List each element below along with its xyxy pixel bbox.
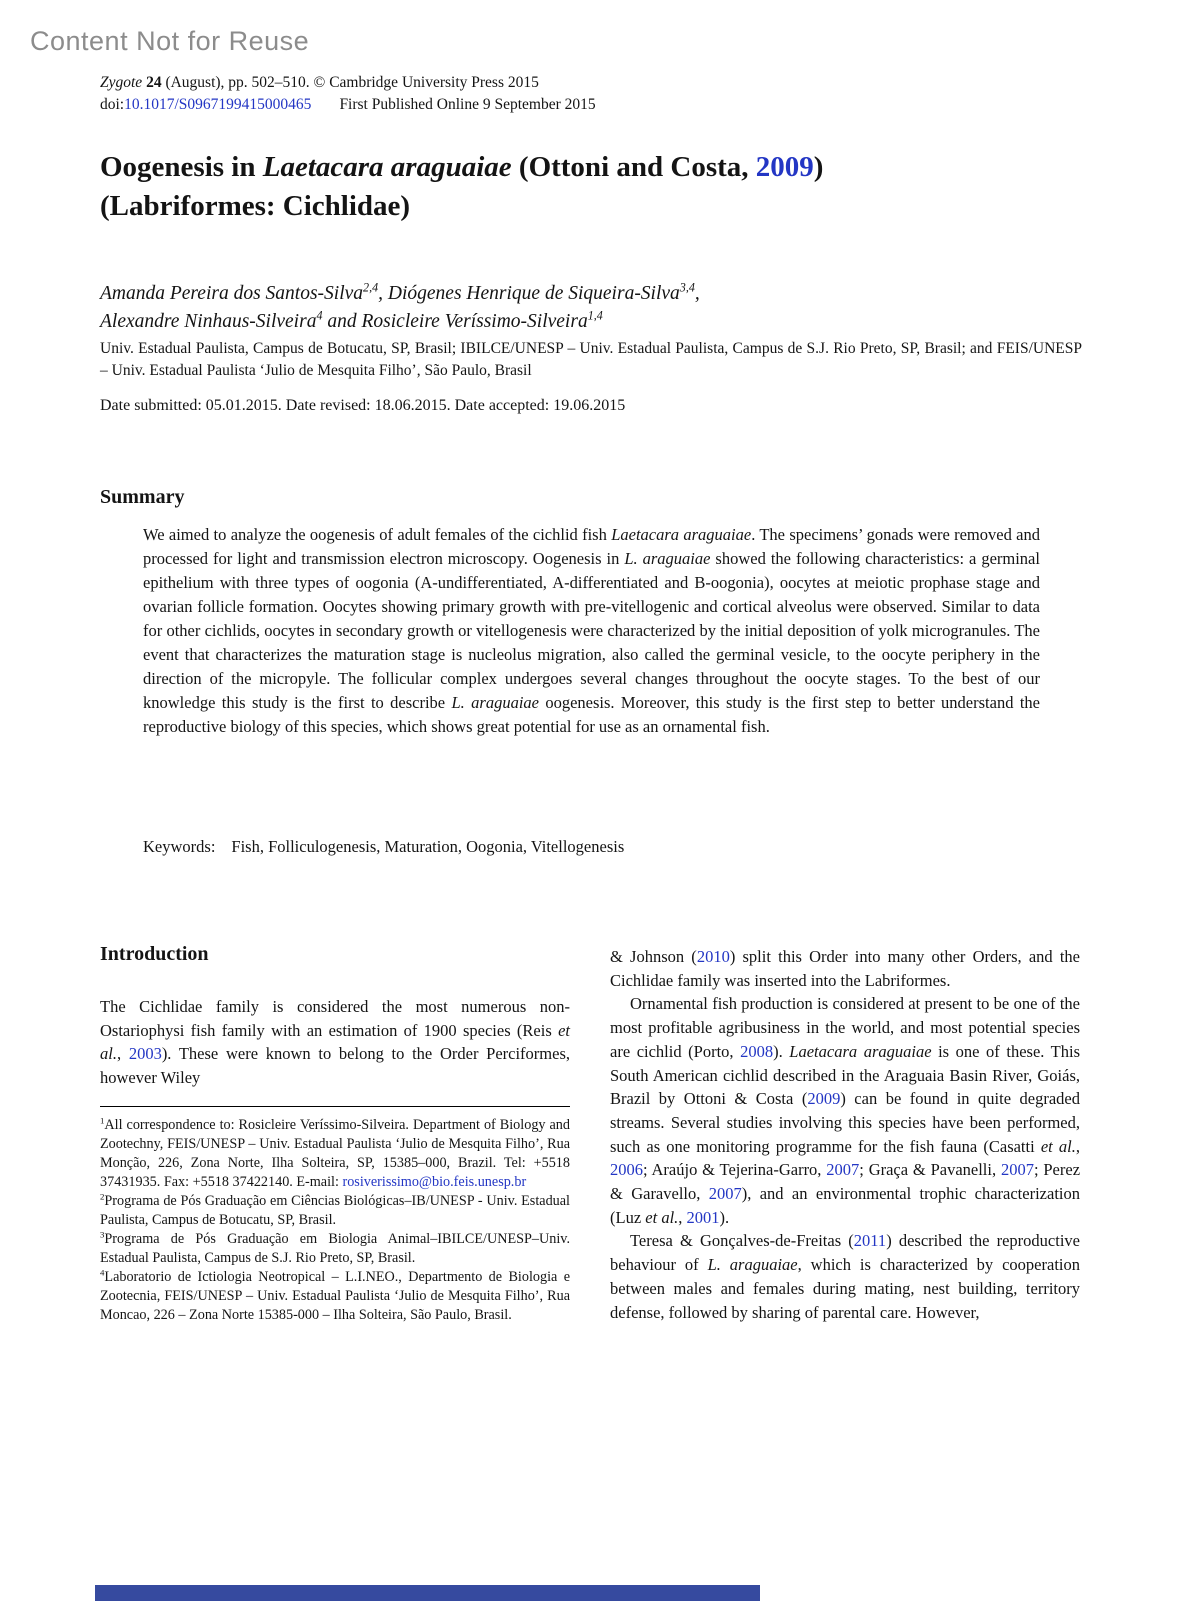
text-run: ). These were known to belong to the Order Perciformes, however Wiley (100, 1044, 571, 1088)
intro-paragraph (100, 995, 570, 1090)
watermark: Content Not for Reuse (30, 26, 310, 56)
doi-link[interactable]: 10.1017/S0967199415000465 (124, 95, 312, 113)
text-run: L. araguaiae (624, 549, 711, 568)
text-run: 1 (100, 1115, 105, 1126)
footnote-3 (100, 1230, 570, 1268)
text-run: ). (773, 1041, 790, 1061)
text-run: Laetacara araguaiae (262, 151, 512, 183)
citation-year-link[interactable]: 2011 (853, 1231, 887, 1251)
text-run: 4 (316, 308, 323, 323)
citation-year-link[interactable]: 2007 (826, 1160, 860, 1180)
keywords-line (143, 837, 624, 857)
submission-dates: Date submitted: 05.01.2015. Date revised: 18.06.2015. Date accepted: 19.06.2015 (100, 397, 626, 414)
citation-year-link[interactable]: 2009 (755, 151, 814, 183)
text-run: , Diógenes Henrique de Siqueira-Silva (378, 283, 680, 304)
text-run: 2,4 (363, 280, 379, 295)
journal-header (100, 72, 596, 115)
text-run: Programa de Pós Graduação em Ciências Biológicas–IB/UNESP - Univ. Estadual Paulista, Campus de Botucatu, SP, Brasil. (100, 1192, 570, 1228)
journal-citation-line (100, 72, 596, 94)
text-run: ; Graça & Pavanelli, (859, 1160, 1001, 1180)
text-run: Programa de Pós Graduação em Biologia Animal–IBILCE/UNESP–Univ. Estadual Paulista, Campus de S.J. Rio Preto, SP, Brasil. (100, 1230, 570, 1266)
text-run: ; Araújo & Tejerina-Garro, (643, 1160, 827, 1180)
text-run: , (116, 1044, 129, 1064)
text-run: We aimed to analyze the oogenesis of adult females of the cichlid fish (143, 525, 612, 544)
text-run: and Rosicleire Veríssimo-Silveira (322, 311, 588, 332)
body-paragraph-2 (610, 992, 1080, 1229)
text-run: (Ottoni and Costa, (511, 151, 756, 183)
citation-year-link[interactable]: 2001 (686, 1207, 720, 1227)
doi-line (100, 94, 596, 116)
text-run: Alexandre Ninhaus-Silveira (100, 311, 317, 332)
text-run: Laetacara araguaiae (789, 1041, 932, 1061)
citation-year-link[interactable]: 2010 (696, 947, 730, 966)
text-run: The Cichlidae family is considered the most numerous non-Ostariophysi fish family with an estimation of 1900 species (Reis (100, 997, 570, 1040)
text-run: 3,4 (679, 280, 695, 295)
footnote-2 (100, 1192, 570, 1230)
bottom-banner (95, 1585, 760, 1601)
keywords-value: Fish, Folliculogenesis, Maturation, Oogonia, Vitellogenesis (231, 837, 625, 856)
authors-line (100, 280, 700, 336)
text-run: 4 (100, 1267, 105, 1278)
text-run: et al. (1040, 1136, 1076, 1156)
text-run: ). (719, 1207, 730, 1227)
text-run: Zygote (100, 74, 143, 91)
affiliations: Univ. Estadual Paulista, Campus de Botucatu, SP, Brasil; IBILCE/UNESP – Univ. Estadual Paulista, Campus de S.J. Rio Preto, SP, Brasil; and FEIS/UNESP – Univ. Estadual Paulista ‘Julio de Mesquita Filho’, São Paulo, Brasil (100, 340, 1082, 379)
text-run: (August), pp. 502–510. © Cambridge University Press 2015 (161, 74, 539, 91)
text-run: (Labriformes: Cichlidae) (100, 190, 411, 222)
text-run: is one of these. This South American cichlid described in the Araguaia Basin River, Goiás, Brazil by Ottoni & Costa ( (610, 1041, 1080, 1109)
text-run: ) described the reproductive behaviour of (610, 1231, 1080, 1275)
text-run: Laboratorio de Ictiologia Neotropical – L.I.NEO., Departmento de Biologia e Zootecnia, FEIS/UNESP – Univ. Estadual Paulista ‘Julio de Mesquita Filho’, Rua Moncao, 226 – Zona Norte 15385-000 – Ilha Solteira, São Paulo, Brasil. (100, 1268, 570, 1323)
keywords-label: Keywords: (143, 837, 216, 856)
article-title (100, 148, 823, 226)
text-run: showed the following characteristics: a germinal epithelium with three types of oogonia (A-undifferentiated, A-differentiated and B-oogonia), oocytes at meiotic prophase stage and ovarian follicle formation. Oocytes showing primary growth with pre-vitellogenic and cortical alveolus were observed. Similar to data for other cichlids, oocytes in secondary growth or vitellogenesis were characterized by the initial deposition of yolk microgranules. The event that characterizes the maturation stage is nucleolus migration, also called the germinal vesicle, to the oocyte periphery in the direction of the micropyle. The follicular complex undergoes several changes throughout the oocyte stages. To the best of our knowledge this study is the first to describe (143, 549, 1040, 712)
text-run: oogenesis. Moreover, this study is the first step to better understand the reproductive biology of this species, which shows great potential for use as an ornamental fish. (143, 693, 1040, 736)
body-paragraph-3 (610, 1229, 1080, 1324)
left-column (100, 995, 570, 1325)
text-run: . The specimens’ gonads were removed and processed for light and transmission electron microscopy. Oogenesis in (143, 525, 1040, 568)
text-run: ) (813, 151, 824, 183)
text-run: First Published Online 9 September 2015 (339, 95, 596, 113)
text-run: , (1075, 1136, 1080, 1156)
text-run: All correspondence to: Rosicleire Veríssimo-Silveira. Department of Biology and Zootechny, FEIS/UNESP – Univ. Estadual Paulista ‘Julio de Mesquita Filho’, Rua Monção, 226, Zona Norte, Ilha Solteira, SP, 15385–000, Brazil. Tel: +5518 37431935. Fax: +5518 37422140. E-mail: (100, 1116, 570, 1190)
text-run: et al. (645, 1207, 679, 1227)
footnote-4 (100, 1268, 570, 1325)
text-run: , (694, 283, 700, 304)
text-run: 24 (146, 74, 162, 91)
text-run: Laetacara araguaiae (611, 525, 752, 544)
citation-year-link[interactable]: 2009 (807, 1089, 841, 1109)
email-link[interactable]: rosiverissimo@bio.feis.unesp.br (342, 1173, 527, 1190)
text-run: doi: (100, 95, 125, 113)
text-run: Oogenesis in (100, 151, 263, 183)
text-run: Teresa & Gonçalves-de-Freitas ( (630, 1231, 854, 1251)
footnotes-block (100, 1116, 570, 1325)
citation-year-link[interactable]: 2006 (610, 1160, 643, 1180)
citation-year-link[interactable]: 2007 (708, 1184, 742, 1204)
text-run: 3 (100, 1229, 105, 1240)
text-run: L. araguaiae (707, 1255, 798, 1275)
text-run: & Johnson ( (610, 947, 697, 966)
text-run: ; Perez & Garavello, (610, 1160, 1081, 1204)
text-run: ), and an environmental trophic characterization (Luz (610, 1184, 1080, 1227)
citation-year-link[interactable]: 2008 (740, 1041, 774, 1061)
introduction-heading: Introduction (100, 943, 209, 965)
summary-paragraph (143, 523, 1040, 739)
citation-year-link[interactable]: 2007 (1000, 1160, 1034, 1180)
right-column (610, 945, 1080, 1324)
text-run: ) split this Order into many other Orders, and the Cichlidae family was inserted into the Labriformes. (610, 947, 1080, 990)
summary-heading: Summary (100, 486, 185, 508)
text-run: Amanda Pereira dos Santos-Silva (100, 283, 364, 304)
text-run: L. araguaiae (451, 693, 539, 712)
text-run: Ornamental fish production is considered at present to be one of the most profitable agribusiness in the world, and most potential species are cichlid (Porto, (610, 994, 1080, 1061)
text-run: ) can be found in quite degraded streams. Several studies involving this species have been performed, such as one monitoring programme for the fish fauna (Casatti (610, 1089, 1080, 1156)
footnote-1 (100, 1116, 570, 1192)
body-paragraph-1 (610, 945, 1080, 992)
citation-year-link[interactable]: 2003 (128, 1044, 162, 1064)
footnote-divider (100, 1106, 570, 1107)
text-run: , which is characterized by cooperation between males and females during mating, nest building, territory defense, followed by sharing of parental care. However, (610, 1255, 1080, 1322)
text-run: et al. (100, 1020, 570, 1064)
text-run: 1,4 (587, 308, 603, 323)
text-run: , (678, 1207, 687, 1227)
text-run: 2 (100, 1191, 105, 1202)
